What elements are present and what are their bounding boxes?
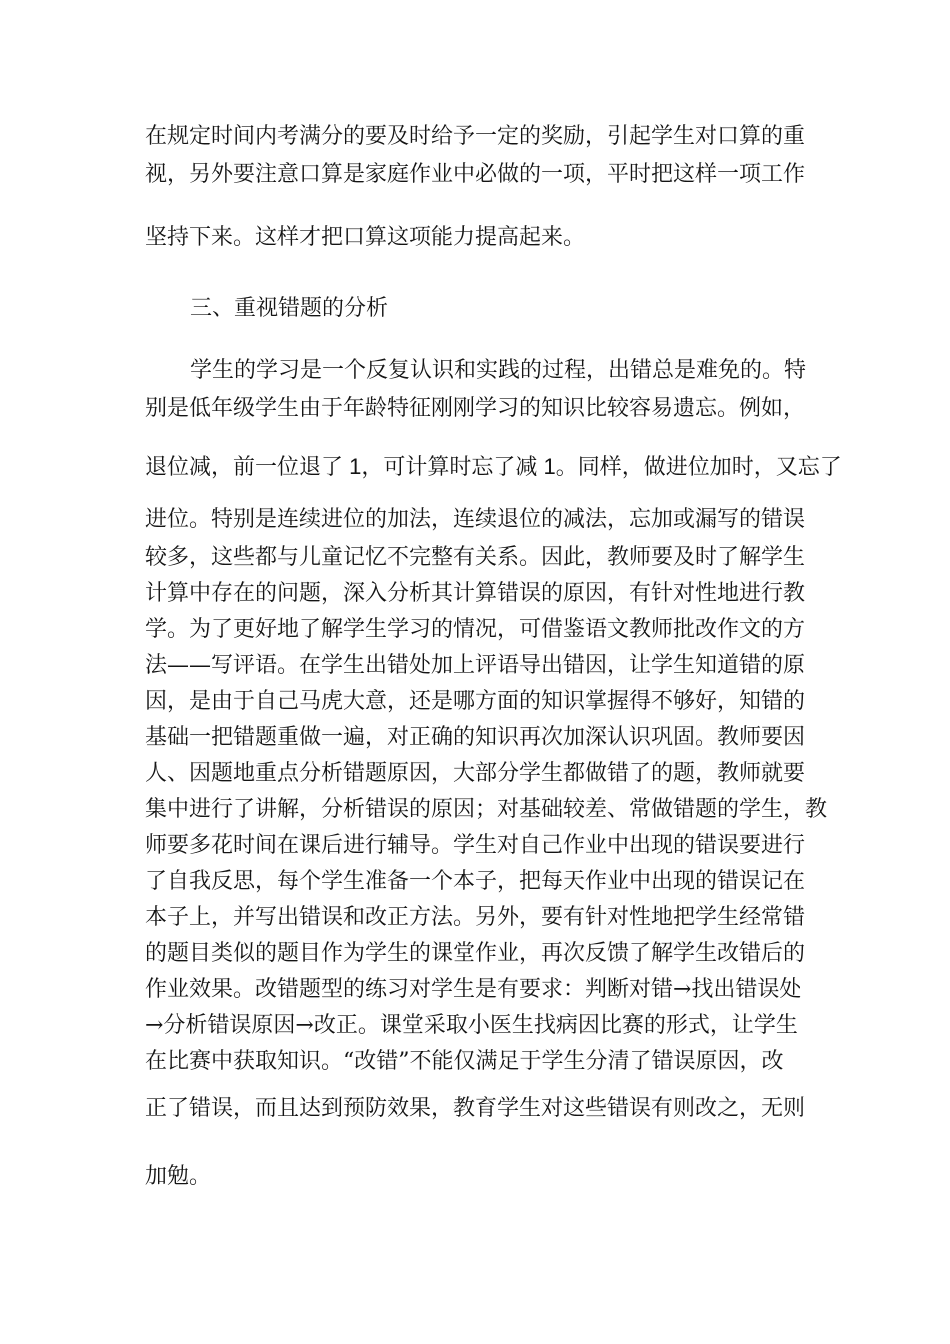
paragraph-line: →分析错误原因→改正。课堂采取小医生找病因比赛的形式，让学生 xyxy=(145,1013,798,1038)
paragraph-line: 人、因题地重点分析错题原因，大部分学生都做错了的题，教师就要 xyxy=(145,761,806,786)
paragraph-line: 在比赛中获取知识。“改错”不能仅满足于学生分清了错误原因，改 xyxy=(145,1049,784,1074)
paragraph-line: 学。为了更好地了解学生学习的情况，可借鉴语文教师批改作文的方 xyxy=(145,617,806,642)
paragraph-line: 了自我反思，每个学生准备一个本子，把每天作业中出现的错误记在 xyxy=(145,869,806,894)
paragraph-line: 退位减，前一位退了 1，可计算时忘了减 1。同样，做进位加时，又忘了 xyxy=(145,454,842,479)
paragraph-line: 坚持下来。这样才把口算这项能力提高起来。 xyxy=(145,225,586,250)
paragraph-line: 基础一把错题重做一遍，对正确的知识再次加深认识巩固。教师要因 xyxy=(145,725,806,750)
paragraph-line: 的题目类似的题目作为学生的课堂作业，再次反馈了解学生改错后的 xyxy=(145,941,806,966)
paragraph-line: 师要多花时间在课后进行辅导。学生对自己作业中出现的错误要进行 xyxy=(145,833,806,858)
paragraph-line: 因，是由于自己马虎大意，还是哪方面的知识掌握得不够好，知错的 xyxy=(145,689,806,714)
paragraph-line: 正了错误，而且达到预防效果，教育学生对这些错误有则改之，无则 xyxy=(145,1096,806,1121)
paragraph-line: 别是低年级学生由于年龄特征刚刚学习的知识比较容易遗忘。例如， xyxy=(145,396,806,421)
paragraph-line: 加勉。 xyxy=(145,1164,212,1189)
paragraph-line: 本子上，并写出错误和改正方法。另外，要有针对性地把学生经常错 xyxy=(145,905,806,930)
section-heading: 三、重视错题的分析 xyxy=(190,296,389,321)
paragraph-line: 法——写评语。在学生出错处加上评语导出错因，让学生知道错的原 xyxy=(145,653,806,678)
paragraph-line: 作业效果。改错题型的练习对学生是有要求：判断对错→找出错误处 xyxy=(145,977,802,1002)
paragraph-line: 学生的学习是一个反复认识和实践的过程，出错总是难免的。特 xyxy=(190,358,807,383)
paragraph-line: 较多，这些都与儿童记忆不完整有关系。因此，教师要及时了解学生 xyxy=(145,545,806,570)
paragraph-line: 进位。特别是连续进位的加法，连续退位的减法，忘加或漏写的错误 xyxy=(145,507,806,532)
paragraph-line: 在规定时间内考满分的要及时给予一定的奖励，引起学生对口算的重 xyxy=(145,124,806,149)
paragraph-line: 集中进行了讲解，分析错误的原因；对基础较差、常做错题的学生，教 xyxy=(145,797,828,822)
paragraph-line: 视，另外要注意口算是家庭作业中必做的一项，平时把这样一项工作 xyxy=(145,162,806,187)
paragraph-line: 计算中存在的问题，深入分析其计算错误的原因，有针对性地进行教 xyxy=(145,581,806,606)
